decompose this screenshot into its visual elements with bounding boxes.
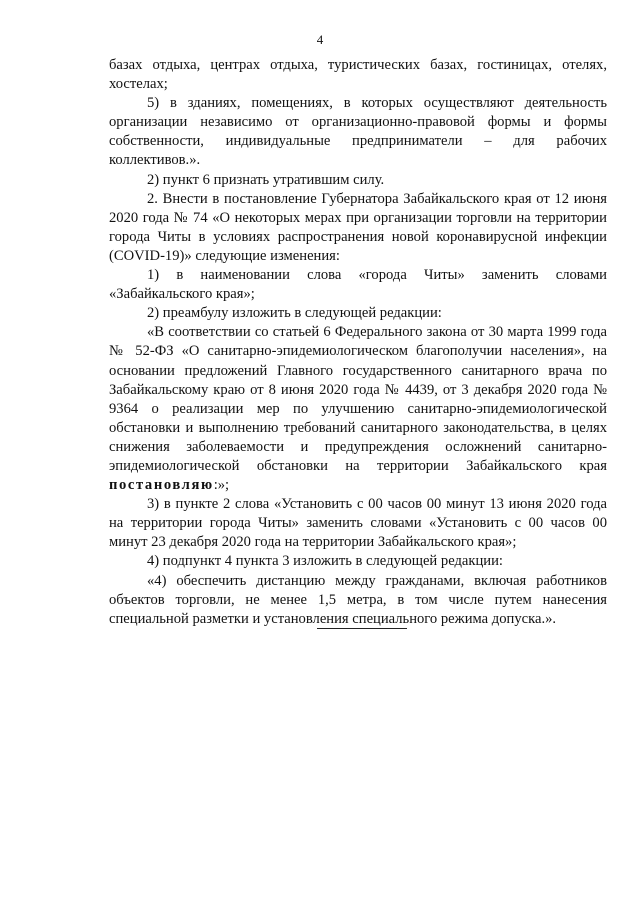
paragraph-preamble <box>109 323 607 495</box>
paragraph-new-subitem-4: «4) обеспечить дистанцию между гражданами, включая работников объектов торговли, не менее 1,5 метра, в том числе путем нанесения специальной разметки и установления специального режима допуска.». <box>109 572 607 627</box>
preamble-tail: :»; <box>213 477 230 494</box>
paragraph-amendment-2: 2) преамбулу изложить в следующей редакции: <box>147 305 442 322</box>
page-number: 4 <box>316 32 324 47</box>
paragraph-continuation: базах отдыха, центрах отдыха, туристических базах, гостиницах, отелях, хостелах; <box>109 57 607 93</box>
paragraph-amendment-1: 1) в наименовании слова «города Читы» заменить словами «Забайкальского края»; <box>109 267 607 303</box>
paragraph-section-2: 2. Внести в постановление Губернатора Забайкальского края от 12 июня 2020 года № 74 «О некоторых мерах при организации торговли на территории города Читы в условиях распространения новой коронавирусной инфекции (COVID-19)» следующие изменения: <box>109 190 607 264</box>
document-body <box>109 56 607 629</box>
end-of-document-rule <box>317 628 407 629</box>
paragraph-item-5: 5) в зданиях, помещениях, в которых осуществляют деятельность организации независимо от организационно-правовой формы и формы собственности, индивидуальные предприниматели – для рабочих коллективов.». <box>109 95 607 169</box>
paragraph-amendment-4: 4) подпункт 4 пункта 3 изложить в следующей редакции: <box>147 553 503 570</box>
paragraph-amendment-3: 3) в пункте 2 слова «Установить с 00 часов 00 минут 13 июня 2020 года на территории города Читы» заменить словами «Установить с 00 часов 00 минут 23 декабря 2020 года на территории Забайкальского края»; <box>109 496 607 551</box>
preamble-emphasis: постановляю <box>109 477 214 494</box>
preamble-text: «В соответствии со статьей 6 Федерального закона от 30 марта 1999 года № 52-ФЗ «О санитарно-эпидемиологическом благополучии населения», на основании предложений Главного государственного санитарного врача по Забайкальскому краю от 8 июня 2020 года № 4439, от 3 декабря 2020 года № 9364 о реализации мер по улучшению санитарно-эпидемиологической обстановки и выполнению требований санитарного законодательства, в целях снижения заболеваемости и предупреждения осложнений санитарно-эпидемиологической обстановки на территории Забайкальского края <box>109 324 607 474</box>
paragraph-item-2-repeal: 2) пункт 6 признать утратившим силу. <box>147 171 385 188</box>
